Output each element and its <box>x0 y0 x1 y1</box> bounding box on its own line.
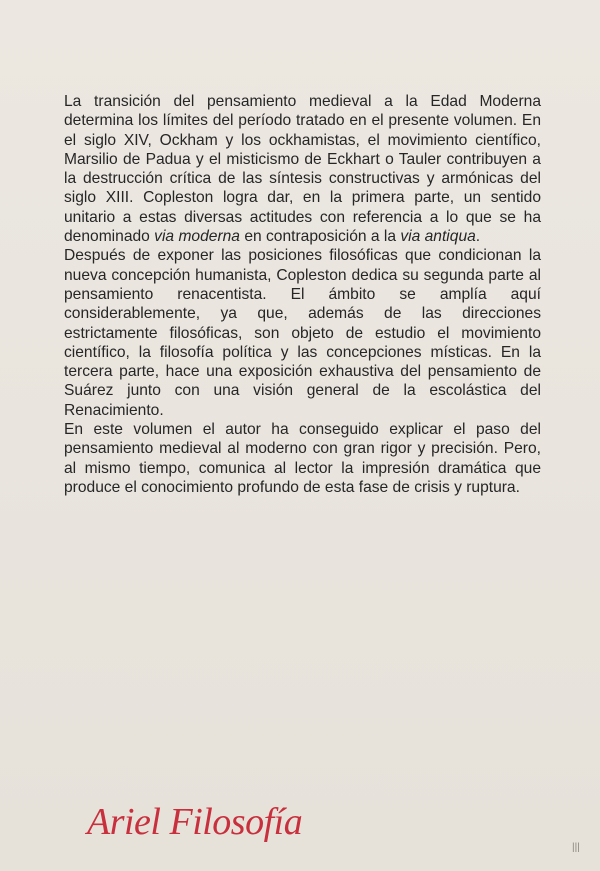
back-cover-blurb <box>64 92 541 497</box>
term-via-moderna: via moderna <box>154 228 240 246</box>
blurb-paragraph-1: La transición del pensamiento medieval a la Edad Moderna determina los límites del período tratado en el presente volumen. En el siglo XIV, Ockham y los ockhamistas, el movimiento científico, Marsilio de Padua y el misticismo de Eckhart o Tauler contribuyen a la destrucción crítica de las síntesis constructivas y armónicas del siglo XIII. Copleston logra dar, en la primera parte, un sentido unitario a estas diversas actitudes con referencia a lo que se ha denominado via moderna en contraposición a la via antiqua. <box>64 93 541 246</box>
term-via-antiqua: via antiqua <box>400 228 476 246</box>
blurb-paragraph-2: Después de exponer las posiciones filosóficas que condicionan la nueva concepción humanista, Copleston dedica su segunda parte al pensamiento renacentista. El ámbito se amplía aquí considerablemente, ya que, además de las direcciones estrictamente filosóficas, son objeto de estudio el movimiento científico, la filosofía política y las concepciones místicas. En la tercera parte, hace una exposición exhaustiva del pensamiento de Suárez junto con una visión general de la escolástica del Renacimiento. <box>64 247 541 419</box>
corner-mark: ||| <box>572 842 580 853</box>
blurb-paragraph-3: En este volumen el autor ha conseguido explicar el paso del pensamiento medieval al moderno con gran rigor y precisión. Pero, al mismo tiempo, comunica al lector la impresión dramática que produce el conocimiento profundo de esta fase de crisis y ruptura. <box>64 421 541 496</box>
publisher-logo: Ariel Filosofía <box>87 801 303 843</box>
